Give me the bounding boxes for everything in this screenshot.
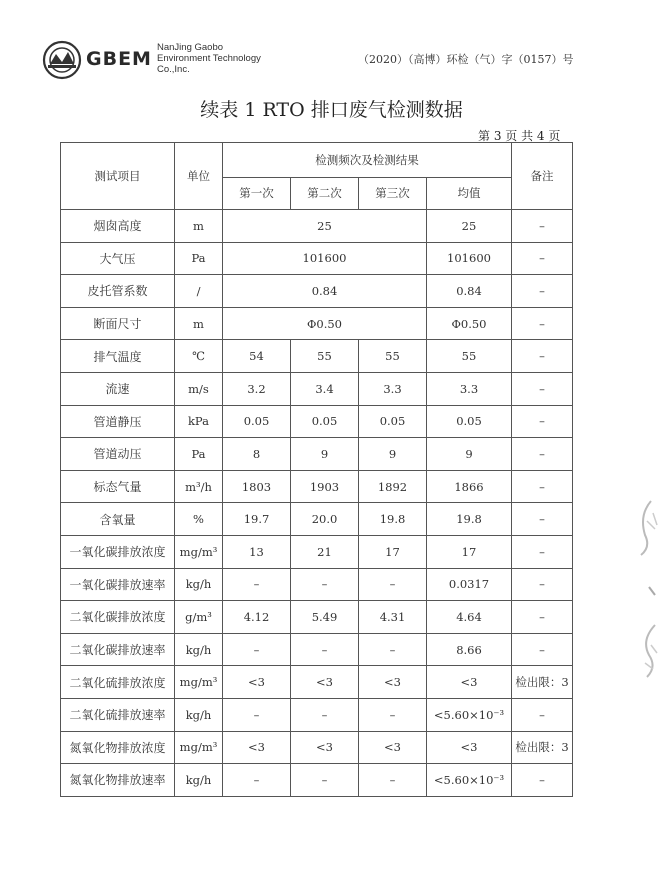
cell-run-value: 4.31 <box>359 601 427 634</box>
cell-run-value: <3 <box>359 666 427 699</box>
cell-unit: mg/m³ <box>175 731 223 764</box>
cell-run-value: 21 <box>291 535 359 568</box>
cell-remark: – <box>512 698 573 731</box>
table-row <box>61 340 573 373</box>
cell-run-value: 0.05 <box>359 405 427 438</box>
cell-remark: – <box>512 601 573 634</box>
cell-run-value: – <box>223 633 291 666</box>
cell-average: 3.3 <box>427 372 512 405</box>
header-unit: 单位 <box>175 143 223 210</box>
cell-item: 标态气量 <box>61 470 175 503</box>
cell-run-value: – <box>359 698 427 731</box>
cell-unit: % <box>175 503 223 536</box>
table-row <box>61 405 573 438</box>
cell-unit: mg/m³ <box>175 535 223 568</box>
table-row <box>61 666 573 699</box>
table-row <box>61 764 573 797</box>
cell-run-value: 55 <box>291 340 359 373</box>
cell-item: 排气温度 <box>61 340 175 373</box>
cell-unit: Pa <box>175 438 223 471</box>
cell-average: 101600 <box>427 242 512 275</box>
cell-average: 25 <box>427 210 512 243</box>
cell-run-value: 3.3 <box>359 372 427 405</box>
table-row <box>61 633 573 666</box>
cell-item: 流速 <box>61 372 175 405</box>
cell-run-value: – <box>223 568 291 601</box>
cell-run-value: 1892 <box>359 470 427 503</box>
cell-merged-value: 25 <box>223 210 427 243</box>
cell-unit: / <box>175 275 223 308</box>
cell-item: 烟囱高度 <box>61 210 175 243</box>
cell-run-value: <3 <box>291 731 359 764</box>
cell-remark: – <box>512 535 573 568</box>
header-average: 均值 <box>427 177 512 210</box>
table-row <box>61 438 573 471</box>
cell-run-value: – <box>291 568 359 601</box>
cell-remark: – <box>512 210 573 243</box>
header-run-2: 第二次 <box>291 177 359 210</box>
cell-item: 管道动压 <box>61 438 175 471</box>
cell-run-value: – <box>359 633 427 666</box>
cell-item: 二氧化碳排放浓度 <box>61 601 175 634</box>
cell-average: 0.84 <box>427 275 512 308</box>
cell-remark: – <box>512 275 573 308</box>
cell-merged-value: 101600 <box>223 242 427 275</box>
cell-run-value: <3 <box>359 731 427 764</box>
cell-run-value: 19.8 <box>359 503 427 536</box>
cell-unit: ℃ <box>175 340 223 373</box>
cell-average: 1866 <box>427 470 512 503</box>
cell-run-value: – <box>223 764 291 797</box>
cell-run-value: 55 <box>359 340 427 373</box>
page-title: 续表 1 RTO 排口废气检测数据 <box>200 99 463 121</box>
table-row <box>61 503 573 536</box>
cell-run-value: – <box>291 764 359 797</box>
cell-unit: g/m³ <box>175 601 223 634</box>
cell-remark: – <box>512 438 573 471</box>
table-row <box>61 698 573 731</box>
emission-data-table <box>60 142 573 797</box>
header-remark: 备注 <box>512 143 573 210</box>
cell-run-value: 0.05 <box>291 405 359 438</box>
cell-run-value: 17 <box>359 535 427 568</box>
cell-run-value: 54 <box>223 340 291 373</box>
cell-remark: – <box>512 307 573 340</box>
cell-item: 一氧化碳排放浓度 <box>61 535 175 568</box>
cell-item: 二氧化硫排放浓度 <box>61 666 175 699</box>
cell-average: 19.8 <box>427 503 512 536</box>
cell-unit: m <box>175 307 223 340</box>
cell-average: 17 <box>427 535 512 568</box>
table-row <box>61 470 573 503</box>
cell-average: 0.0317 <box>427 568 512 601</box>
cell-unit: m³/h <box>175 470 223 503</box>
cell-item: 二氧化碳排放速率 <box>61 633 175 666</box>
cell-remark: – <box>512 372 573 405</box>
cell-remark: – <box>512 503 573 536</box>
cell-unit: kPa <box>175 405 223 438</box>
cell-run-value: 3.2 <box>223 372 291 405</box>
cell-unit: kg/h <box>175 698 223 731</box>
cell-unit: kg/h <box>175 568 223 601</box>
cell-average: 4.64 <box>427 601 512 634</box>
cell-remark: – <box>512 340 573 373</box>
cell-average: 55 <box>427 340 512 373</box>
cell-run-value: 3.4 <box>291 372 359 405</box>
header-item: 测试项目 <box>61 143 175 210</box>
table-row <box>61 275 573 308</box>
table-row <box>61 535 573 568</box>
cell-run-value: 9 <box>291 438 359 471</box>
cell-item: 二氧化硫排放速率 <box>61 698 175 731</box>
cell-run-value: 1903 <box>291 470 359 503</box>
cell-item: 大气压 <box>61 242 175 275</box>
cell-run-value: <3 <box>223 731 291 764</box>
cell-item: 氮氧化物排放浓度 <box>61 731 175 764</box>
cell-remark: – <box>512 470 573 503</box>
cell-unit: m <box>175 210 223 243</box>
table-row <box>61 242 573 275</box>
table-row <box>61 731 573 764</box>
cell-average: Φ0.50 <box>427 307 512 340</box>
cell-run-value: – <box>291 633 359 666</box>
header-run-3: 第三次 <box>359 177 427 210</box>
table-row <box>61 372 573 405</box>
cell-average: 8.66 <box>427 633 512 666</box>
cell-remark: 检出限：3 <box>512 731 573 764</box>
cell-run-value: 8 <box>223 438 291 471</box>
cell-item: 管道静压 <box>61 405 175 438</box>
cell-run-value: – <box>359 568 427 601</box>
table-row <box>61 210 573 243</box>
table-row <box>61 601 573 634</box>
cell-item: 一氧化碳排放速率 <box>61 568 175 601</box>
cell-run-value: <3 <box>223 666 291 699</box>
cell-item: 皮托管系数 <box>61 275 175 308</box>
cell-merged-value: Φ0.50 <box>223 307 427 340</box>
cell-item: 含氧量 <box>61 503 175 536</box>
brand-name: GBEM <box>86 48 152 70</box>
cell-run-value: – <box>223 698 291 731</box>
page-indicator: 第 3 页 共 4 页 <box>478 129 561 143</box>
cell-average: <3 <box>427 731 512 764</box>
company-name: NanJing Gaobo Environment Technology Co.,Inc. <box>157 42 261 75</box>
cell-average: <5.60×10⁻³ <box>427 698 512 731</box>
cell-remark: – <box>512 242 573 275</box>
cell-run-value: 5.49 <box>291 601 359 634</box>
cell-run-value: 19.7 <box>223 503 291 536</box>
cell-unit: mg/m³ <box>175 666 223 699</box>
cell-unit: kg/h <box>175 764 223 797</box>
cell-average: <3 <box>427 666 512 699</box>
cell-run-value: 20.0 <box>291 503 359 536</box>
cell-remark: – <box>512 633 573 666</box>
cell-average: <5.60×10⁻³ <box>427 764 512 797</box>
cell-remark: 检出限：3 <box>512 666 573 699</box>
cell-unit: Pa <box>175 242 223 275</box>
cell-remark: – <box>512 764 573 797</box>
cell-unit: m/s <box>175 372 223 405</box>
cell-average: 0.05 <box>427 405 512 438</box>
company-logo-icon <box>42 40 82 80</box>
cell-merged-value: 0.84 <box>223 275 427 308</box>
header-results-group: 检测频次及检测结果 <box>223 143 512 178</box>
table-row <box>61 307 573 340</box>
cell-remark: – <box>512 405 573 438</box>
cell-run-value: – <box>359 764 427 797</box>
cell-run-value: <3 <box>291 666 359 699</box>
cell-average: 9 <box>427 438 512 471</box>
cell-item: 断面尺寸 <box>61 307 175 340</box>
seal-stamp-icon <box>631 495 663 685</box>
cell-run-value: 9 <box>359 438 427 471</box>
report-number: （2020）（高博）环检（气）字（0157）号 <box>358 53 574 66</box>
cell-run-value: 0.05 <box>223 405 291 438</box>
table-row <box>61 568 573 601</box>
cell-item: 氮氧化物排放速率 <box>61 764 175 797</box>
cell-run-value: 4.12 <box>223 601 291 634</box>
cell-run-value: – <box>291 698 359 731</box>
cell-run-value: 13 <box>223 535 291 568</box>
cell-unit: kg/h <box>175 633 223 666</box>
cell-run-value: 1803 <box>223 470 291 503</box>
header-run-1: 第一次 <box>223 177 291 210</box>
cell-remark: – <box>512 568 573 601</box>
